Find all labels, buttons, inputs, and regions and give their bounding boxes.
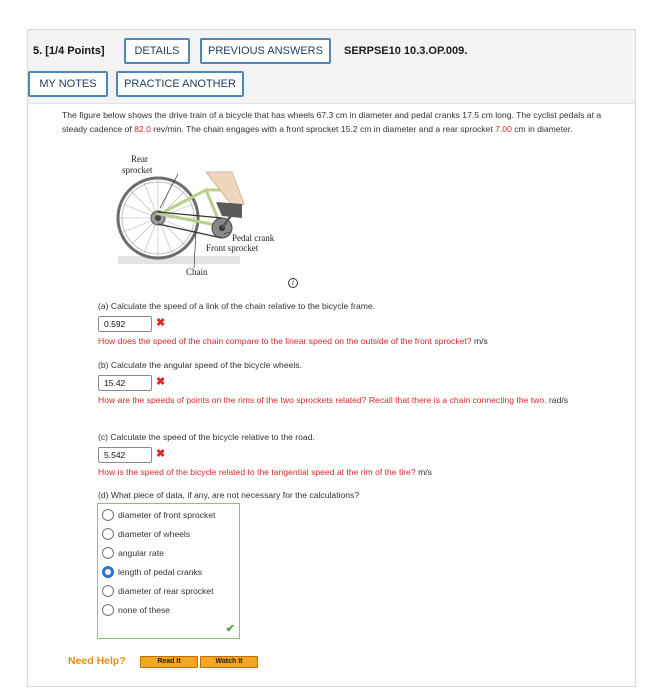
- rear-diameter-value: 7.00: [495, 124, 512, 134]
- part-c-feedback: [98, 465, 628, 479]
- rear-sprocket-label-line-2: sprocket: [122, 165, 153, 175]
- choice-label: none of these: [118, 605, 171, 615]
- choice-label: diameter of rear sprocket: [118, 586, 214, 596]
- part-a-feedback: [98, 334, 628, 348]
- front-sprocket-label: Front sprocket: [206, 243, 259, 253]
- question-header: [28, 30, 635, 104]
- choice-label: diameter of front sprocket: [118, 510, 216, 520]
- part-c-answer-input[interactable]: 5.542: [98, 447, 152, 463]
- pedal-crank-label: Pedal crank: [232, 233, 275, 243]
- incorrect-icon: ✖: [156, 376, 166, 388]
- practice-another-button[interactable]: PRACTICE ANOTHER: [116, 71, 244, 97]
- need-help-label: Need Help?: [68, 655, 126, 667]
- bicycle-figure: [56, 152, 286, 280]
- part-c-unit: m/s: [415, 467, 432, 477]
- part-c: [98, 431, 628, 479]
- part-b-question: (b) Calculate the angular speed of the bicycle wheels.: [98, 360, 302, 370]
- incorrect-icon: ✖: [156, 448, 166, 460]
- details-button[interactable]: DETAILS: [124, 38, 190, 64]
- part-c-hint: How is the speed of the bicycle related to the tangential speed at the rim of the tire?: [98, 467, 416, 477]
- watch-it-button[interactable]: Watch It: [200, 656, 258, 668]
- previous-answers-button[interactable]: PREVIOUS ANSWERS: [200, 38, 331, 64]
- part-a-question: (a) Calculate the speed of a link of the chain relative to the bicycle frame.: [98, 301, 376, 311]
- question-code: SERPSE10 10.3.OP.009.: [344, 45, 468, 57]
- part-b-feedback: [98, 393, 618, 407]
- info-icon[interactable]: i: [288, 278, 298, 288]
- question-body: [62, 108, 632, 136]
- part-d-question: (d) What piece of data, if any, are not necessary for the calculations?: [98, 490, 360, 500]
- part-a-unit: m/s: [471, 336, 488, 346]
- bicycle-drivetrain-illustration: [56, 152, 286, 280]
- radio-button[interactable]: [102, 604, 114, 616]
- cadence-value: 82.0: [134, 124, 151, 134]
- radio-button[interactable]: [102, 528, 114, 540]
- part-d: [98, 489, 628, 501]
- part-a-hint: How does the speed of the chain compare to the linear speed on the outside of the front sprocket?: [98, 336, 472, 346]
- radio-button[interactable]: [102, 509, 114, 521]
- part-c-question: (c) Calculate the speed of the bicycle relative to the road.: [98, 432, 315, 442]
- incorrect-icon: ✖: [156, 317, 166, 329]
- chain-label: Chain: [186, 267, 208, 277]
- part-b-answer-input[interactable]: 15.42: [98, 375, 152, 391]
- radio-button-selected[interactable]: [102, 566, 114, 578]
- problem-statement: The figure below shows the drive train of a bicycle that has wheels 67.3 cm in diameter and pedal cranks 17.5 cm long. The cyclist pedals at a steady cadence of 82.0 rev/min. The chain engages with a front sprocket 15.2 cm in diameter and a rear sprocket 7.00 cm in diameter.: [62, 110, 602, 134]
- part-d-choices: [97, 503, 240, 639]
- read-it-button[interactable]: Read It: [140, 656, 198, 668]
- points-label: [1/4 Points]: [45, 45, 105, 57]
- part-b: [98, 359, 628, 407]
- part-a-answer-input[interactable]: 0.592: [98, 316, 152, 332]
- part-b-hint: How are the speeds of points on the rims of the two sprockets related? Recall that there is a chain connecting the two.: [98, 395, 547, 405]
- correct-check-icon: ✔: [225, 623, 235, 635]
- my-notes-button[interactable]: MY NOTES: [28, 71, 108, 97]
- part-b-unit: rad/s: [546, 395, 569, 405]
- rear-sprocket-label-line-1: Rear: [131, 154, 148, 164]
- radio-button[interactable]: [102, 585, 114, 597]
- choice-label: diameter of wheels: [118, 529, 191, 539]
- question-number: 5. [1/4 Points]: [33, 45, 105, 57]
- radio-button[interactable]: [102, 547, 114, 559]
- choice-label: length of pedal cranks: [118, 567, 203, 577]
- part-a: [98, 300, 628, 348]
- choice-label: angular rate: [118, 548, 164, 558]
